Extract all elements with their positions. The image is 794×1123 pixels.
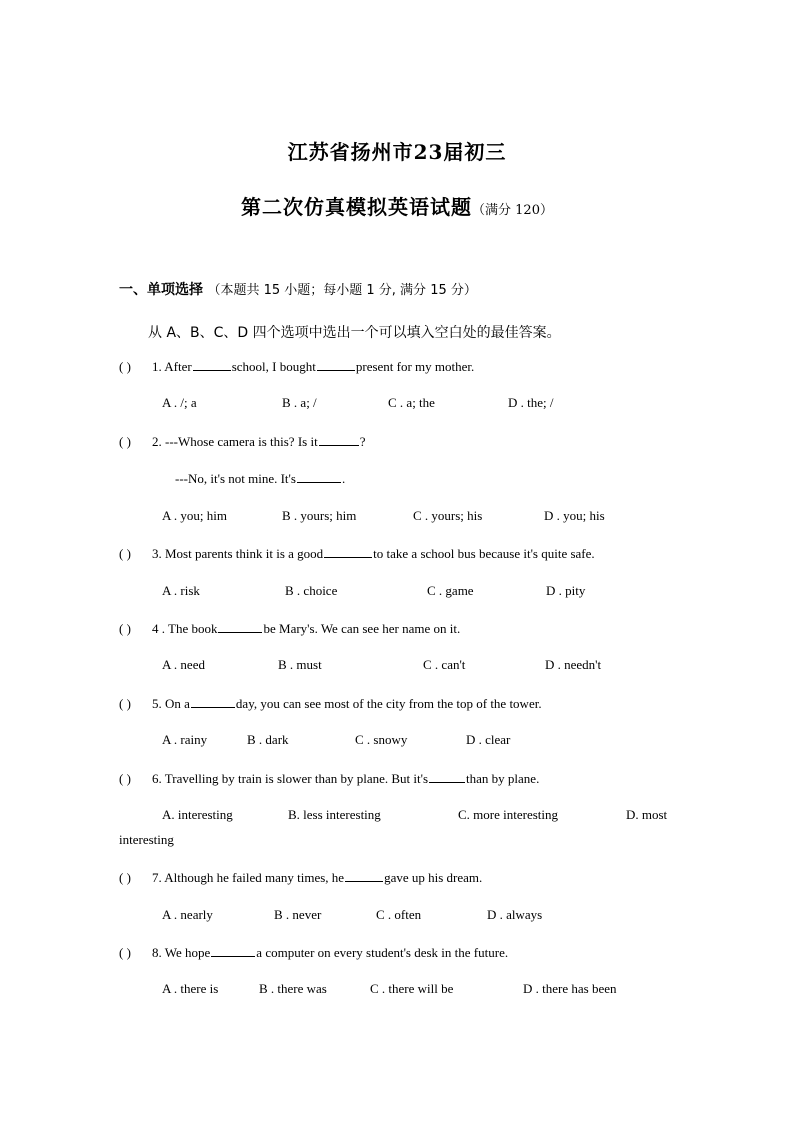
question-2-line2 (175, 470, 345, 487)
total-score: （满分 120） (472, 203, 553, 218)
answer-bracket: ( ) (119, 359, 131, 374)
question-8 (119, 944, 508, 961)
option-b: B . there was (259, 981, 327, 996)
question-text: present for my mother. (355, 359, 475, 374)
option-d-continued: interesting (119, 832, 174, 847)
question-4 (119, 620, 460, 637)
answer-bracket: ( ) (119, 945, 131, 960)
section-instruction: 从 A、B、C、D 四个选项中选出一个可以填入空白处的最佳答案。 (148, 325, 561, 341)
section-heading (119, 279, 477, 299)
question-text: to take a school bus because it's quite safe. (373, 546, 595, 561)
question-text: ? (359, 434, 366, 449)
option-a: A . you; him (162, 508, 228, 523)
option-d: D . needn't (545, 657, 602, 672)
answer-blank (193, 358, 231, 371)
question-5 (119, 695, 542, 712)
subtitle-text: 第二次仿真模拟英语试题 (241, 195, 473, 219)
question-text: 6. Travelling by train is slower than by plane. But it's (152, 771, 429, 786)
option-c: C . game (427, 583, 474, 598)
answer-blank (319, 433, 359, 446)
option-a: A . need (162, 657, 205, 672)
option-b: B . never (274, 907, 322, 922)
question-text: 4 . The book (152, 621, 218, 636)
question-text: . (341, 471, 346, 486)
option-d: D . clear (466, 732, 511, 747)
option-a: A. interesting (162, 807, 233, 822)
answer-blank (297, 470, 341, 483)
question-text: day, you can see most of the city from the top of the tower. (235, 696, 542, 711)
question-text: 3. Most parents think it is a good (152, 546, 324, 561)
question-text: than by plane. (466, 771, 540, 786)
option-b: B . yours; him (282, 508, 357, 523)
option-b: B. less interesting (288, 807, 381, 822)
question-text: 7. Although he failed many times, he (152, 870, 345, 885)
question-text: 5. On a (152, 696, 190, 711)
answer-bracket: ( ) (119, 771, 131, 786)
question-text: a computer on every student's desk in the future. (256, 945, 509, 960)
question-2 (119, 433, 365, 450)
question-text: ---No, it's not mine. It's (175, 471, 296, 486)
exam-title: 江苏省扬州市23届初三 (287, 140, 507, 164)
option-b: B . dark (247, 732, 289, 747)
answer-bracket: ( ) (119, 621, 131, 636)
question-7 (119, 869, 482, 886)
option-d: D . you; his (544, 508, 605, 523)
answer-blank (317, 358, 355, 371)
section-title: 一、单项选择 (119, 282, 203, 298)
option-a: A . there is (162, 981, 219, 996)
answer-bracket: ( ) (119, 870, 131, 885)
answer-blank (324, 545, 372, 558)
option-c: C . can't (423, 657, 466, 672)
question-text: 2. ---Whose camera is this? Is it (152, 434, 318, 449)
answer-blank (429, 770, 465, 783)
answer-blank (345, 869, 383, 882)
section-note: （本题共 15 小题；每小题 1 分, 满分 15 分） (207, 283, 477, 298)
option-a: A . nearly (162, 907, 213, 922)
question-6 (119, 770, 539, 787)
exam-subtitle (0, 191, 794, 220)
option-a: A . rainy (162, 732, 208, 747)
option-c: C . often (376, 907, 422, 922)
question-text: 8. We hope (152, 945, 211, 960)
question-1 (119, 358, 474, 375)
option-c: C . yours; his (413, 508, 483, 523)
option-c: C . snowy (355, 732, 408, 747)
option-d: D . there has been (523, 981, 617, 996)
option-d: D. most (626, 807, 668, 822)
option-c: C . a; the (388, 395, 435, 410)
option-b: B . choice (285, 583, 338, 598)
option-d: D . pity (546, 583, 586, 598)
answer-bracket: ( ) (119, 546, 131, 561)
answer-bracket: ( ) (119, 434, 131, 449)
answer-blank (191, 695, 235, 708)
answer-bracket: ( ) (119, 696, 131, 711)
option-b: B . a; / (282, 395, 317, 410)
option-c: C . there will be (370, 981, 454, 996)
question-3 (119, 545, 595, 562)
question-text: 1. After (152, 359, 192, 374)
option-a: A . /; a (162, 395, 197, 410)
option-b: B . must (278, 657, 322, 672)
option-c: C. more interesting (458, 807, 559, 822)
option-d: D . always (487, 907, 543, 922)
question-text: be Mary's. We can see her name on it. (263, 621, 461, 636)
answer-blank (218, 620, 262, 633)
answer-blank (211, 944, 255, 957)
question-text: school, I bought (231, 359, 316, 374)
option-d: D . the; / (508, 395, 554, 410)
question-text: gave up his dream. (384, 870, 483, 885)
option-a: A . risk (162, 583, 200, 598)
